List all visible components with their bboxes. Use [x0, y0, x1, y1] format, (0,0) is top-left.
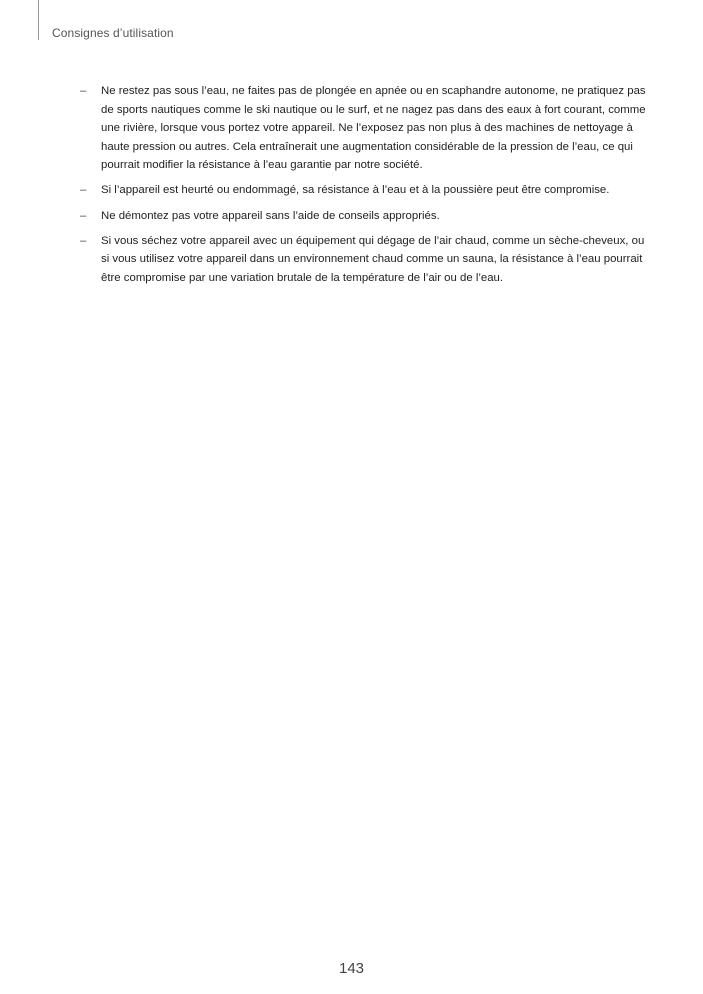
list-item-text: Si vous séchez votre appareil avec un équipement qui dégage de l’air chaud, comme un sèche-cheveux, ou si vous utilisez votre appareil dans un environnement chaud comme un sauna, la résistance à l’eau pourrait être compromise par une variation brutale de la température de l’air ou de l’eau. [101, 234, 645, 284]
header-divider [38, 0, 39, 40]
bullet-dash: – [80, 184, 87, 197]
page-header-title: Consignes d’utilisation [52, 26, 174, 40]
list-item-text: Ne démontez pas votre appareil sans l’aide de conseils appropriés. [101, 209, 440, 222]
bullet-dash: – [80, 234, 87, 247]
bullet-dash: – [80, 85, 87, 97]
list-item [80, 207, 655, 226]
list-item-text: Ne restez pas sous l’eau, ne faites pas de plongée en apnée ou en scaphandre autonome, ne pratiquez pas de sports nautiques comme le ski nautique ou le surf, et ne nagez pas dans des eaux à fort courant, comme une rivière, lorsque vous portez votre appareil. Ne l’exposez pas non plus à des machines de nettoyage à haute pression ou autres. Cela entraînerait une augmentation considérable de la pression de l’eau, ce qui pourrait modifier la résistance à l’eau garantie par notre société. [101, 85, 646, 172]
list-item [80, 181, 655, 200]
list-item [80, 82, 655, 175]
page-number: 143 [338, 960, 365, 977]
list-item-text: Si l’appareil est heurté ou endommagé, sa résistance à l’eau et à la poussière peut être compromise. [101, 184, 610, 197]
instruction-list [80, 82, 655, 294]
list-item [80, 232, 655, 288]
bullet-dash: – [80, 209, 87, 222]
